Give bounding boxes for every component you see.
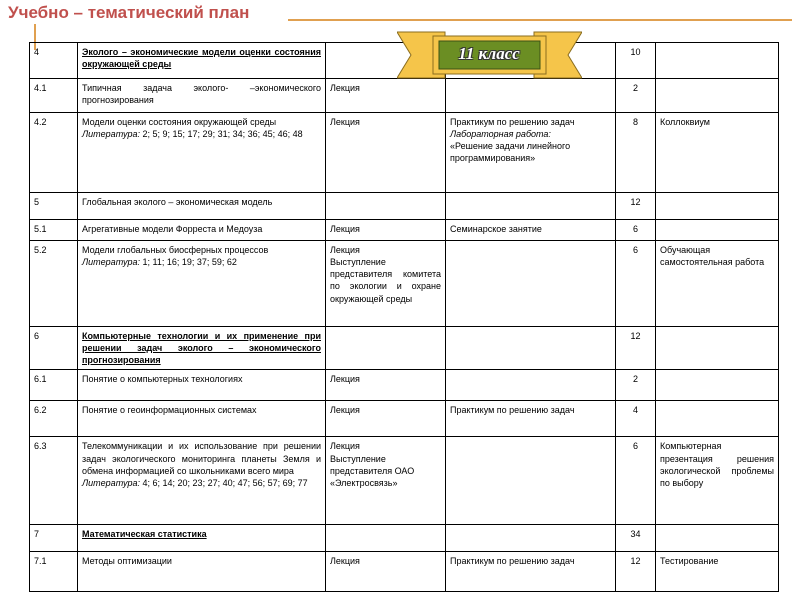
row-hours: 10 (616, 43, 656, 79)
row-hours: 2 (616, 370, 656, 401)
row-lecture (326, 193, 446, 220)
row-practice (446, 437, 616, 525)
row-control (656, 370, 779, 401)
row-practice (446, 370, 616, 401)
row-hours: 2 (616, 79, 656, 113)
literature-refs: 1; 11; 16; 19; 37; 59; 62 (142, 257, 237, 268)
row-control: Обучающая самостоятельная работа (656, 241, 779, 327)
row-control (656, 401, 779, 437)
row-number: 4 (30, 43, 78, 79)
table-row (30, 552, 779, 592)
row-practice: Практикум по решению задач (446, 401, 616, 437)
literature-label: Литература: (82, 129, 140, 140)
row-control (656, 193, 779, 220)
row-lecture: Лекция (326, 220, 446, 241)
row-hours: 6 (616, 220, 656, 241)
table-row (30, 370, 779, 401)
table-row (30, 437, 779, 525)
row-topic: Типичная задача эколого- –экономического прогнозирования (78, 79, 326, 113)
row-topic: Агрегативные модели Форреста и Медоуза (78, 220, 326, 241)
title-divider (288, 19, 792, 21)
row-practice: Практикум по решению задач (446, 552, 616, 592)
row-control: Тестирование (656, 552, 779, 592)
row-practice (446, 79, 616, 113)
row-practice: Практикум по решению задач Лабораторная работа: «Решение задачи линейного программирования» (446, 113, 616, 193)
row-number: 6.2 (30, 401, 78, 437)
grade-ribbon-badge (397, 30, 582, 80)
row-hours: 12 (616, 552, 656, 592)
row-topic: Эколого – экономические модели оценки состояния окружающей среды (78, 43, 326, 79)
row-practice (446, 193, 616, 220)
row-lecture: Лекция (326, 401, 446, 437)
row-hours: 12 (616, 327, 656, 370)
row-control: Коллоквиум (656, 113, 779, 193)
row-hours: 6 (616, 437, 656, 525)
row-topic: Модели глобальных биосферных процессов Литература: 1; 11; 16; 19; 37; 59; 62 (78, 241, 326, 327)
row-number: 5.2 (30, 241, 78, 327)
row-number: 5 (30, 193, 78, 220)
row-hours: 6 (616, 241, 656, 327)
table-row (30, 79, 779, 113)
row-lecture: Лекция Выступление представителя ОАО «Электросвязь» (326, 437, 446, 525)
row-number: 7 (30, 525, 78, 552)
literature-refs: 2; 5; 9; 15; 17; 29; 31; 34; 36; 45; 46; 48 (142, 129, 303, 140)
row-lecture: Лекция (326, 370, 446, 401)
row-practice: Семинарское занятие (446, 220, 616, 241)
row-hours: 12 (616, 193, 656, 220)
grade-label: 11 класс (458, 44, 520, 63)
table-row (30, 220, 779, 241)
row-hours: 34 (616, 525, 656, 552)
row-practice (446, 241, 616, 327)
row-lecture (326, 525, 446, 552)
row-lecture: Лекция (326, 552, 446, 592)
literature-refs: 4; 6; 14; 20; 23; 27; 40; 47; 56; 57; 69; 77 (142, 477, 308, 488)
row-topic: Компьютерные технологии и их применение при решении задач эколого – экономического прогнозирования (78, 327, 326, 370)
curriculum-table (29, 42, 779, 592)
row-hours: 4 (616, 401, 656, 437)
table-row (30, 193, 779, 220)
page-title: Учебно – тематический план (8, 3, 250, 22)
row-topic: Методы оптимизации (78, 552, 326, 592)
row-control (656, 79, 779, 113)
row-practice (446, 327, 616, 370)
row-lecture: Лекция (326, 79, 446, 113)
row-hours: 8 (616, 113, 656, 193)
row-lecture: Лекция (326, 113, 446, 193)
row-control (656, 220, 779, 241)
table-row (30, 113, 779, 193)
row-topic: Математическая статистика (78, 525, 326, 552)
row-number: 6 (30, 327, 78, 370)
row-topic: Понятие о компьютерных технологиях (78, 370, 326, 401)
row-number: 6.1 (30, 370, 78, 401)
row-topic: Телекоммуникации и их использование при решении задач экологического мониторинга планеты Земля и обмена информацией со школьниками всего мира Литература: 4; 6; 14; 20; 23; 27; 40; 47; 56; 57; 69; 77 (78, 437, 326, 525)
literature-label: Литература: (82, 257, 140, 268)
table-row (30, 525, 779, 552)
row-lecture: Лекция Выступление представителя комитета по экологии и охране окружающей среды (326, 241, 446, 327)
row-topic: Понятие о геоинформационных системах (78, 401, 326, 437)
row-number: 5.1 (30, 220, 78, 241)
row-number: 7.1 (30, 552, 78, 592)
table-row (30, 327, 779, 370)
table-row (30, 401, 779, 437)
row-practice (446, 525, 616, 552)
row-control (656, 43, 779, 79)
row-topic: Глобальная эколого – экономическая модель (78, 193, 326, 220)
row-control (656, 327, 779, 370)
row-number: 4.2 (30, 113, 78, 193)
row-control: Компьютерная презентация решения экологической проблемы по выбору (656, 437, 779, 525)
row-topic: Модели оценки состояния окружающей среды Литература: 2; 5; 9; 15; 17; 29; 31; 34; 36; 45; 46; 48 (78, 113, 326, 193)
row-number: 6.3 (30, 437, 78, 525)
row-number: 4.1 (30, 79, 78, 113)
row-lecture (326, 327, 446, 370)
literature-label: Литература: (82, 477, 140, 488)
row-control (656, 525, 779, 552)
table-row (30, 241, 779, 327)
